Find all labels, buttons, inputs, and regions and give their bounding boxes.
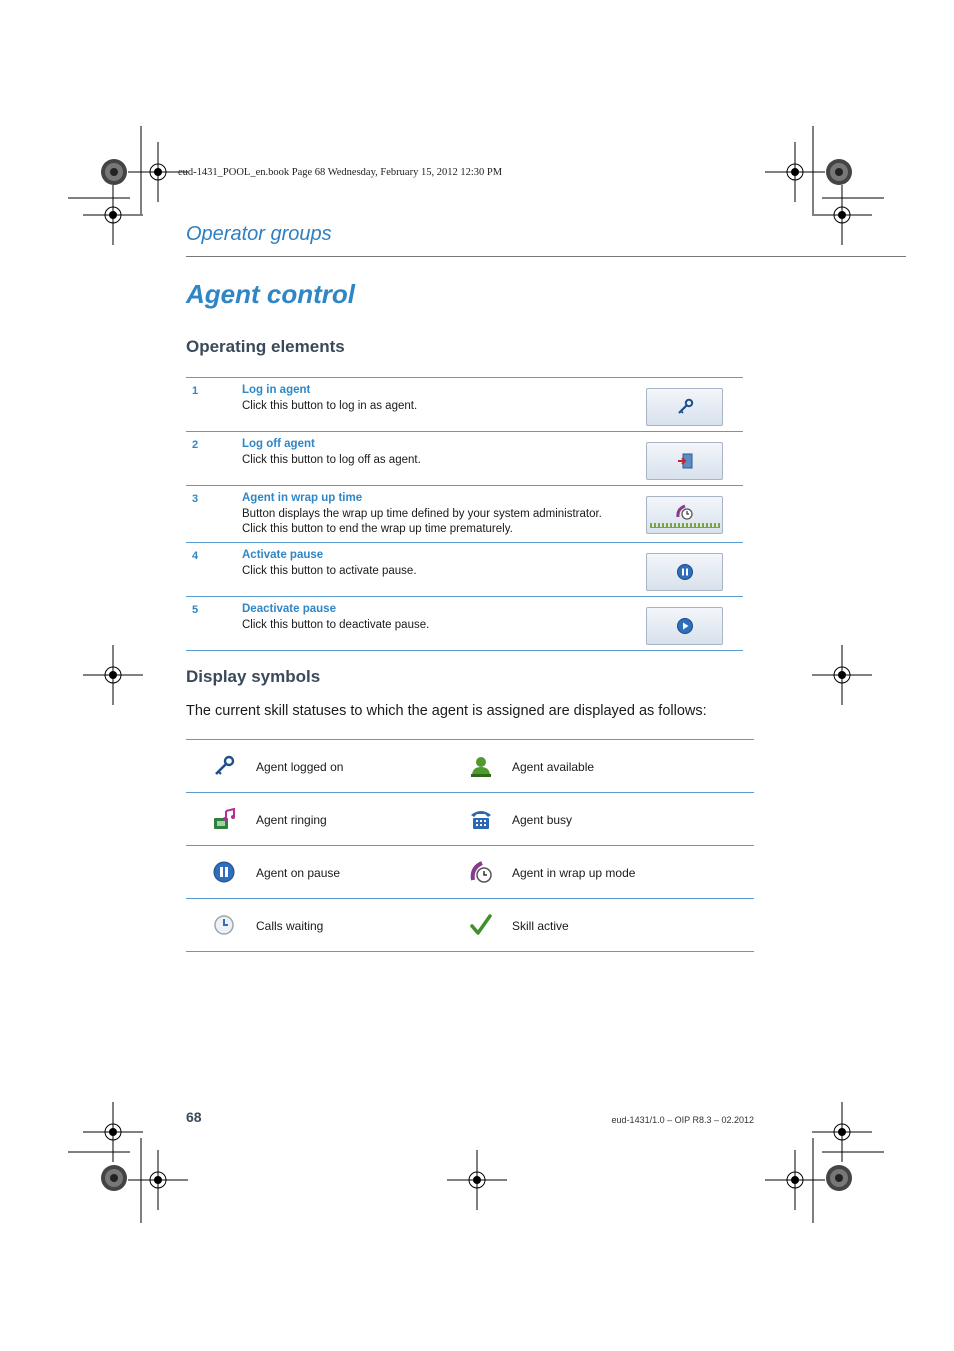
symbol-label: Agent busy <box>512 813 573 827</box>
wrap-up-clock-icon <box>469 860 493 884</box>
row-title: Activate pause <box>242 549 324 561</box>
row-title: Log off agent <box>242 438 315 450</box>
wrap-up-progress-bar <box>650 523 720 528</box>
row-description <box>242 618 642 633</box>
ringing-phone-icon <box>212 807 236 831</box>
document-reference: eud-1431/1.0 – OIP R8.3 – 02.2012 <box>611 1115 754 1125</box>
checkmark-icon <box>469 913 493 937</box>
activate-pause-button[interactable] <box>646 553 723 591</box>
busy-phone-icon <box>469 807 493 831</box>
running-head: Operator groups <box>186 223 332 245</box>
description-line: Click this button to log off as agent. <box>242 454 421 466</box>
description-line: Click this button to log in as agent. <box>242 400 418 412</box>
row-number: 1 <box>192 385 199 397</box>
operating-elements-heading: Operating elements <box>186 337 345 356</box>
row-number: 3 <box>192 493 199 505</box>
symbol-label: Skill active <box>512 919 569 933</box>
play-icon <box>676 617 694 635</box>
row-title: Log in agent <box>242 384 311 396</box>
table-row <box>186 542 743 596</box>
table-row <box>186 485 743 542</box>
display-symbols-heading: Display symbols <box>186 667 321 686</box>
page-number: 68 <box>186 1109 202 1125</box>
display-symbols-intro: The current skill statuses to which the agent is assigned are displayed as follows: <box>186 703 707 719</box>
logout-door-icon <box>676 452 694 470</box>
table-row <box>186 739 754 792</box>
symbol-label: Calls waiting <box>256 919 324 933</box>
operating-elements-table <box>186 377 743 651</box>
row-number: 5 <box>192 604 199 616</box>
row-title: Deactivate pause <box>242 603 336 615</box>
description-line: Click this button to activate pause. <box>242 565 417 577</box>
pause-icon <box>212 860 236 884</box>
deactivate-pause-button[interactable] <box>646 607 723 645</box>
description-line: Click this button to deactivate pause. <box>242 619 430 631</box>
row-description <box>242 564 642 579</box>
symbol-label: Agent logged on <box>256 760 344 774</box>
wrap-up-time-button[interactable] <box>646 496 723 534</box>
wrap-up-clock-icon <box>675 503 695 521</box>
symbol-label: Agent ringing <box>256 813 327 827</box>
page-title: Agent control <box>186 279 355 309</box>
row-number: 2 <box>192 439 199 451</box>
symbol-label: Agent on pause <box>256 866 341 880</box>
table-row <box>186 431 743 485</box>
row-description <box>242 453 642 468</box>
table-row <box>186 898 754 952</box>
table-row <box>186 845 754 898</box>
log-off-agent-button[interactable] <box>646 442 723 480</box>
log-in-agent-button[interactable] <box>646 388 723 426</box>
row-number: 4 <box>192 550 199 562</box>
row-description <box>242 399 642 414</box>
pause-icon <box>676 563 694 581</box>
description-line: Button displays the wrap up time defined by your system administrator. <box>242 508 602 520</box>
table-row <box>186 377 743 431</box>
row-title: Agent in wrap up time <box>242 492 363 504</box>
symbol-label: Agent in wrap up mode <box>512 866 636 880</box>
symbol-label: Agent available <box>512 760 595 774</box>
key-icon <box>212 754 236 778</box>
clock-icon <box>212 913 236 937</box>
description-line: Click this button to end the wrap up time prematurely. <box>242 523 513 535</box>
row-description <box>242 507 642 537</box>
table-row <box>186 596 743 651</box>
person-green-icon <box>469 754 493 778</box>
key-icon <box>676 398 694 416</box>
display-symbols-table <box>186 739 754 952</box>
book-info-line: eud-1431_POOL_en.book Page 68 Wednesday, February 15, 2012 12:30 PM <box>178 167 503 178</box>
table-row <box>186 792 754 845</box>
header-rule <box>186 256 906 257</box>
